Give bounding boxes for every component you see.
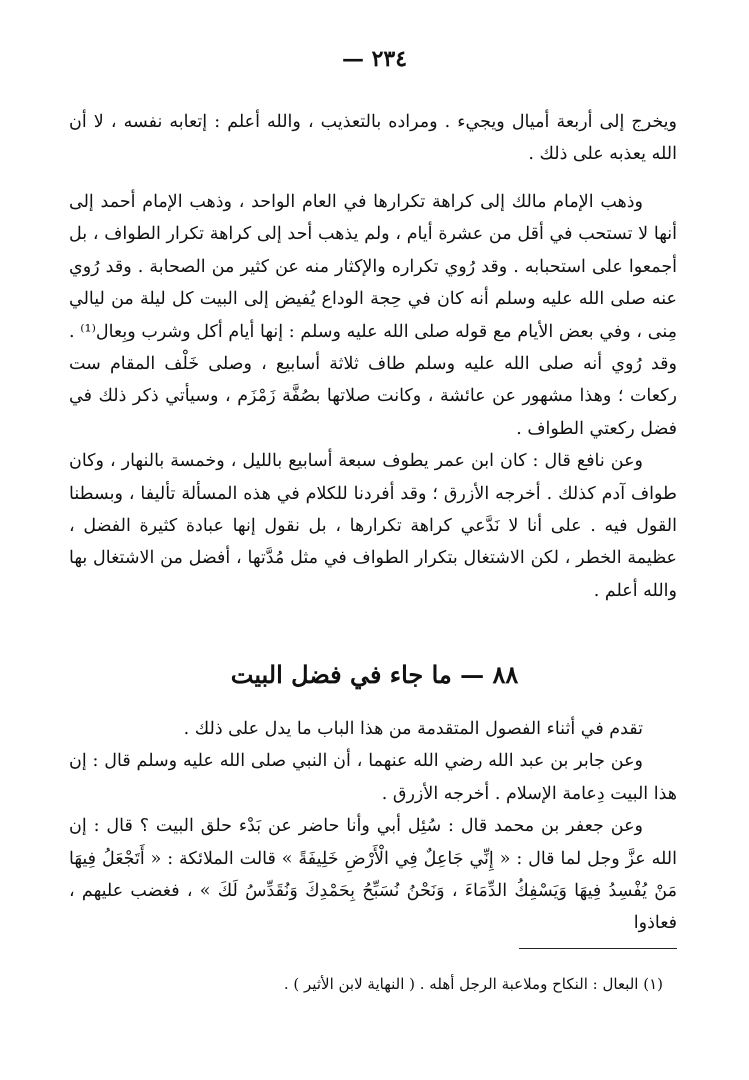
section-heading: ٨٨ — ما جاء في فضل البيت (230, 660, 519, 689)
text-block-bottom (69, 713, 677, 940)
text-block-middle (69, 186, 677, 607)
paragraph: وعن جعفر بن محمد قال : سُئِل أبي وأنا حاضر عن بَدْء حلق البيت ؟ قال : إن الله عزَّ وجل لما قال : « إِنِّي جَاعِلٌ فِي الْأَرْضِ خَلِيفَةً » قالت الملائكة : « أَتَجْعَلُ فِيهَا مَنْ يُفْسِدُ فِيهَا وَيَسْفِكُ الدِّمَاءَ ، وَنَحْنُ نُسَبِّحُ بِحَمْدِكَ وَنُقَدِّسُ لَكَ » ، فغضب عليهم ، فعاذوا (69, 816, 677, 934)
page-number: ٢٣٤ — (341, 46, 408, 72)
footnote-divider (519, 948, 677, 949)
paragraph: وعن نافع قال : كان ابن عمر يطوف سبعة أسابيع بالليل ، وخمسة بالنهار ، وكان طواف آدم كذلك . أخرجه الأزرق ؛ وقد أفردنا للكلام في هذه المسألة تأليفا ، وبسطنا القول فيه . على أنا لا نَدَّعي كراهة تكرارها ، بل نقول إنها عبادة كثيرة الفضل ، عظيمة الخطر ، لكن الاشتغال بتكرار الطواف في مثل مُدَّتها ، أفضل من الاشتغال بها والله أعلم . (69, 451, 677, 601)
paragraph: ويخرج إلى أربعة أميال ويجيء . ومراده بالتعذيب ، والله أعلم : إتعابه نفسه ، لا أن الله يعذبه على ذلك . (69, 112, 677, 165)
paragraph: وذهب الإمام مالك إلى كراهة تكرارها في العام الواحد ، وذهب الإمام أحمد إلى أنها لا تستحب في أقل من عشرة أيام ، ولم يذهب أحد إلى كراهة تكرار الطواف ، بل أجمعوا على استحبابه . وقد رُوي تكراره والإكثار منه عن كثير من الصحابة . وقد رُوي عنه صلى الله عليه وسلم أنه كان في حِجة الوداع يُفيض إلى البيت كل ليلة من ليالي مِنى ، وفي بعض الأيام مع قوله صلى الله عليه وسلم : إنها أيام أكل وشرب وبِعال⁽¹⁾ . وقد رُوي أنه صلى الله عليه وسلم طاف ثلاثة أسابيع ، وصلى خَلْف المقام ست ركعات ؛ وهذا مشهور عن عائشة ، وكانت صلاتها بصُفَّة زَمْزَم ، وسيأتي ذكر ذلك في فضل ركعتي الطواف . (69, 192, 677, 439)
paragraph: تقدم في أثناء الفصول المتقدمة من هذا الباب ما يدل على ذلك . (183, 719, 643, 739)
footnote: (١) البعال : النكاح وملاعبة الرجل أهله . ( النهاية لابن الأثير ) . (283, 975, 663, 993)
text-block-top (69, 106, 677, 171)
paragraph: وعن جابر بن عبد الله رضي الله عنهما ، أن النبي صلى الله عليه وسلم قال : إن هذا البيت دِعامة الإسلام . أخرجه الأزرق . (69, 751, 677, 804)
